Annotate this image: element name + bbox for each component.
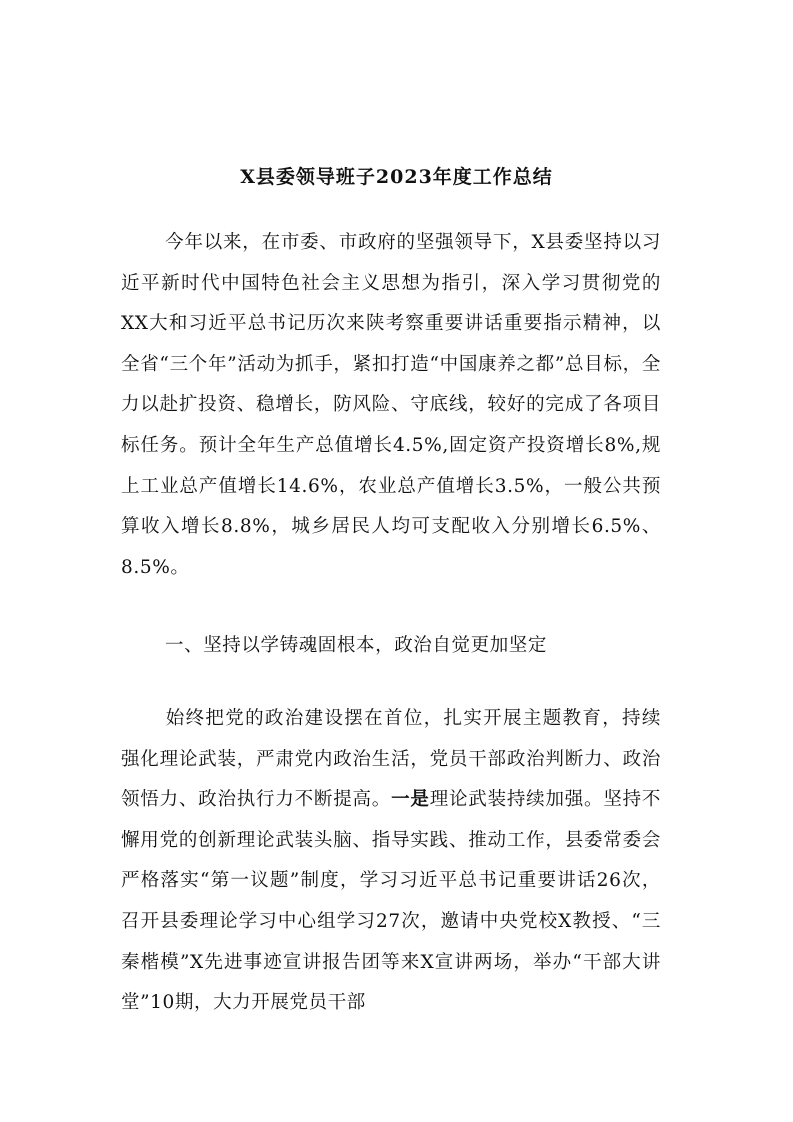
document-title: X县委领导班子2023年度工作总结 xyxy=(240,166,553,188)
section-1-heading: 一、坚持以学铸魂固根本，政治自觉更加坚定 xyxy=(165,635,548,656)
section-1-paragraph xyxy=(121,699,661,1024)
section-1-paragraph-text-part-2: 理论武装持续加强。坚持不懈用党的创新理论武装头脑、指导实践、推动工作，县委常委会严格落实“第一议题”制度，学习习近平总书记重要讲话26次，召开县委理论学习中心组学习27次，邀请中央党校X教授、“三秦楷模”X先进事迹宣讲报告团等来X宣讲两场，举办“干部大讲堂”10期，大力开展党员干部 xyxy=(121,789,662,1014)
intro-paragraph-text: 今年以来，在市委、市政府的坚强领导下，X县委坚持以习近平新时代中国特色社会主义思想为指引，深入学习贯彻党的XX大和习近平总书记历次来陕考察重要讲话重要指示精神，以全省“三个年”活动为抓手，紧扣打造“中国康养之都”总目标，全力以赴扩投资、稳增长，防风险、守底线，较好的完成了各项目标任务。预计全年生产总值增长4.5%,固定资产投资增长8%,规上工业总产值增长14.6%，农业总产值增长3.5%，一般公共预算收入增长8.8%，城乡居民人均可支配收入分别增长6.5%、8.5%。 xyxy=(121,232,661,578)
emphasis-marker: 一是 xyxy=(391,789,430,811)
intro-paragraph xyxy=(121,223,661,588)
section-1-paragraph-text-part-1: 始终把党的政治建设摆在首位，扎实开展主题教育，持续强化理论武装，严肃党内政治生活，党员干部政治判断力、政治领悟力、政治执行力不断提高。 xyxy=(121,708,661,811)
